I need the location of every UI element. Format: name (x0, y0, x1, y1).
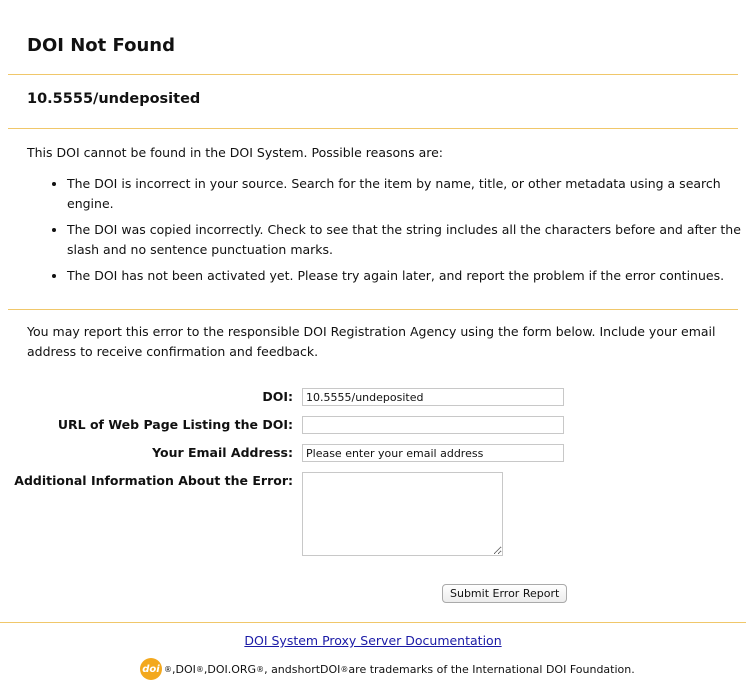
list-item: • The DOI has not been activated yet. Please try again later, and report the problem if the error continues. (67, 266, 746, 286)
intro-text: This DOI cannot be found in the DOI System. Possible reasons are: (27, 145, 443, 160)
proxy-documentation-link[interactable]: DOI System Proxy Server Documentation (244, 633, 502, 648)
doi-field-label: DOI: (262, 389, 293, 404)
doi-field[interactable] (302, 388, 564, 406)
doi-heading: 10.5555/undeposited (27, 91, 201, 107)
additional-info-label: Additional Information About the Error: (14, 473, 293, 488)
divider (0, 622, 746, 623)
divider (8, 74, 738, 75)
trademark-footer: doi ® , DOI ® , DOI.ORG ® , and shortDOI ® are trademarks of the International DOI Foundation. (140, 657, 635, 681)
email-field-label: Your Email Address: (152, 445, 293, 460)
reasons-list (27, 174, 746, 292)
trademark-shortdoi: shortDOI (291, 662, 341, 676)
trademark-doi: DOI (175, 662, 196, 676)
trademark-doi-org: DOI.ORG (207, 662, 257, 676)
url-field-label: URL of Web Page Listing the DOI: (57, 417, 293, 432)
url-field[interactable] (302, 416, 564, 434)
documentation-link-row (0, 633, 746, 648)
report-intro-text: You may report this error to the responsible DOI Registration Agency using the form below. Include your email address to receive confirmation and feedback. (27, 324, 716, 359)
list-item: • The DOI was copied incorrectly. Check to see that the string includes all the characters before and after the slash and no sentence punctuation marks. (67, 220, 746, 260)
page-title: DOI Not Found (27, 35, 175, 56)
divider (8, 128, 738, 129)
email-field[interactable] (302, 444, 564, 462)
list-item: • The DOI is incorrect in your source. Search for the item by name, title, or other metadata using a search engine. (67, 174, 746, 214)
submit-error-report-button[interactable]: Submit Error Report (442, 584, 567, 603)
additional-info-textarea[interactable] (302, 472, 503, 556)
divider (8, 309, 738, 310)
trademark-notice: are trademarks of the International DOI Foundation. (348, 662, 635, 676)
doi-logo-icon: doi (140, 658, 162, 680)
